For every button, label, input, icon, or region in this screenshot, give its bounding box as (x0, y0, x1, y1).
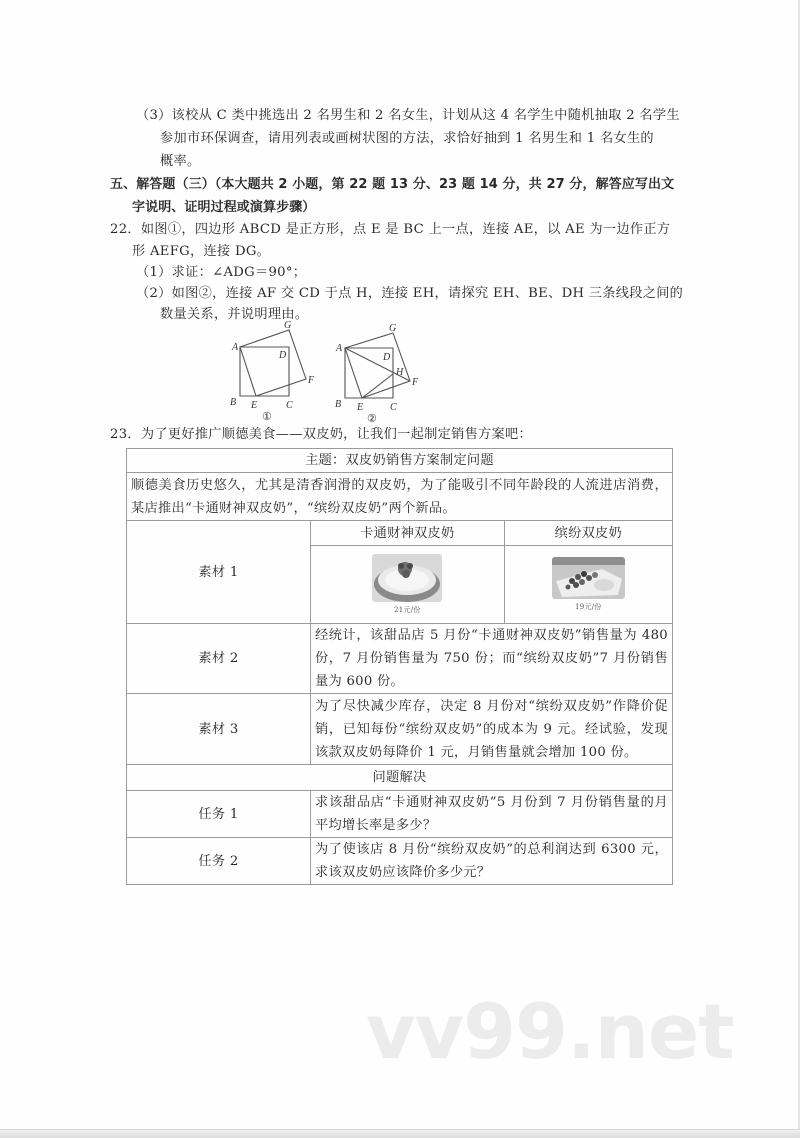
fig1-label-e: E (251, 400, 258, 411)
fig1-label-g: G (284, 320, 292, 331)
q21-part3-line3: 概率。 (160, 154, 201, 169)
fig1-label-a: A (232, 342, 239, 353)
q23-intro: 23．为了更好推广顺德美食——双皮奶，让我们一起制定销售方案吧： (110, 427, 533, 442)
task2-text: 为了使该店 8 月份“缤纷双皮奶”的总利润达到 6300 元，求该双皮奶应该降价多少元？ (311, 838, 673, 885)
material2-text: 经统计，该甜品店 5 月份“卡通财神双皮奶”销售量为 480 份，7 月份销售量为 750 份；而“缤纷双皮奶”7 月份销售量为 600 份。 (311, 624, 673, 694)
q21-part3-line2: 参加市环保调查，请用列表或画树状图的方法，求恰好抽到 1 名男生和 1 名女生的 (160, 131, 654, 146)
fig2-label-f: F (412, 377, 419, 388)
product1-cell (311, 546, 505, 624)
cartoon-shuangpinai-photo (372, 554, 442, 602)
fig2-label-a: A (336, 343, 343, 354)
section5-heading-line2: 字说明、证明过程或演算步骤） (132, 200, 316, 215)
product1-price: 21元/份 (393, 606, 421, 614)
binfen-shuangpinai-photo (552, 557, 625, 599)
product2-cell (504, 546, 672, 624)
task2-label: 任务 2 (127, 838, 311, 885)
table-background: 顺德美食历史悠久，尤其是清香润滑的双皮奶，为了能吸引不同年龄段的人流进店消费，某店推出“卡通财神双皮奶”，“缤纷双皮奶”两个新品。 (127, 473, 673, 521)
product2-price: 19元/份 (574, 603, 602, 611)
table-theme: 主题：双皮奶销售方案制定问题 (127, 449, 673, 473)
q22-part2-line2: 数量关系，并说明理由。 (160, 307, 309, 322)
material3-label: 素材 3 (127, 694, 311, 765)
fig1-caption: ① (262, 411, 272, 423)
q22-part2-line1: （2）如图②，连接 AF 交 CD 于点 H，连接 EH，请探究 EH、BE、DH 三条线段之间的 (136, 286, 684, 301)
q22-line2: 形 AEFG，连接 DG。 (132, 244, 271, 259)
q22-part1: （1）求证：∠ADG＝90°； (136, 265, 307, 280)
fig2-label-c: C (390, 402, 397, 413)
material3-text: 为了尽快减少库存，决定 8 月份对“缤纷双皮奶”作降价促销，已知每份“缤纷双皮奶”的成本为 9 元。经试验，发现该款双皮奶每降价 1 元，月销售量就会增加 100 份。 (311, 694, 673, 765)
material1-label: 素材 1 (127, 521, 311, 624)
fig1-label-f: F (308, 375, 315, 386)
task1-label: 任务 1 (127, 791, 311, 838)
q22-line1: 22．如图①，四边形 ABCD 是正方形，点 E 是 BC 上一点，连接 AE，以 AE 为一边作正方 (110, 222, 671, 237)
sales-plan-table (126, 448, 673, 885)
geometry-figure-2 (325, 318, 425, 430)
watermark: vv99.net (366, 987, 734, 1076)
fig2-label-h: H (396, 367, 404, 378)
fig2-caption: ② (367, 413, 377, 425)
fig2-label-d: D (383, 352, 391, 363)
product1-name: 卡通财神双皮奶 (311, 521, 505, 546)
fig1-label-d: D (279, 350, 287, 361)
fig1-label-b: B (230, 397, 237, 408)
product2-name: 缤纷双皮奶 (504, 521, 672, 546)
material2-label: 素材 2 (127, 624, 311, 694)
fig2-label-b: B (335, 399, 342, 410)
q21-part3-line1: （3）该校从 C 类中挑选出 2 名男生和 2 名女生，计划从这 4 名学生中随机抽取 2 名学生 (136, 108, 680, 123)
task1-text: 求该甜品店“卡通财神双皮奶”5 月份到 7 月份销售量的月平均增长率是多少？ (311, 791, 673, 838)
geometry-figure-1 (225, 318, 325, 430)
fig2-label-e: E (357, 402, 364, 413)
fig2-label-g: G (389, 323, 397, 334)
section5-heading-line1: 五、解答题（三）（本大题共 2 小题，第 22 题 13 分、23 题 14 分，共 27 分，解答应写出文 (110, 177, 675, 192)
solve-header: 问题解决 (127, 765, 673, 791)
fig1-label-c: C (286, 400, 293, 411)
